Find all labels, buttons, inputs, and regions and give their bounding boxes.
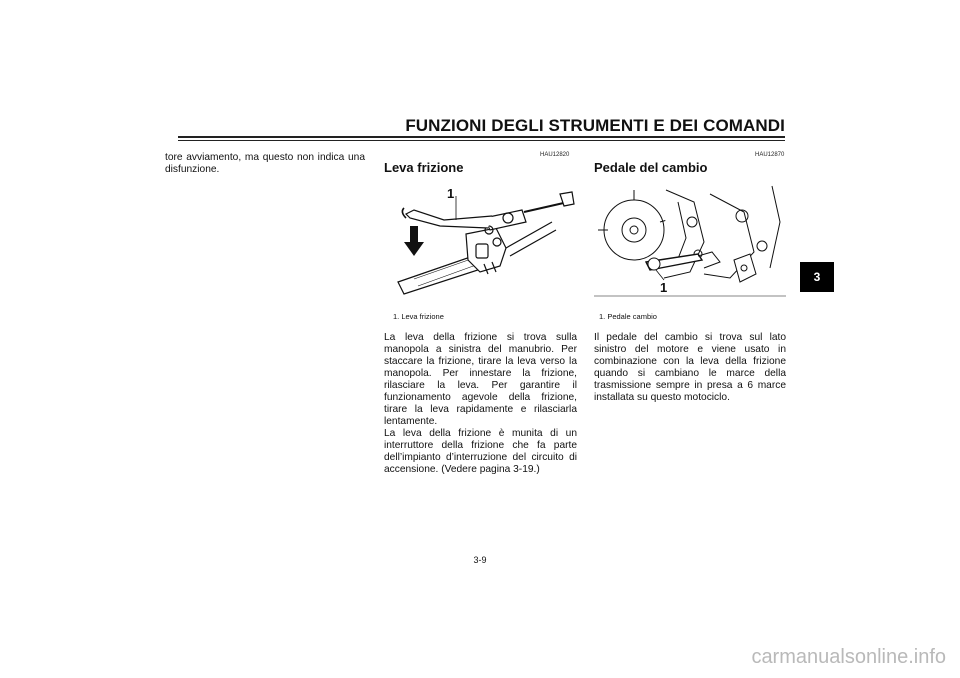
header-rule bbox=[178, 136, 785, 138]
page-title: FUNZIONI DEGLI STRUMENTI E DEI COMANDI bbox=[405, 116, 785, 135]
page-number: 3-9 bbox=[473, 555, 487, 565]
paragraph: La leva della frizione si trova sulla manopola a sinistra del manubrio. Per staccare la frizione, tirare la leva verso la manopola. Per innestare la frizione, rilasciare la leva. Per garantire il funzionamento agevole della frizione, tirare la leva rapidamente e rilasciarla lentamente. bbox=[384, 332, 577, 427]
section-heading-clutch: Leva frizione bbox=[384, 160, 464, 175]
paragraph: La leva della frizione è munita di un interruttore della frizione che fa parte dell’impianto d’interruzione del circuito di accensione. (Vedere pagina 3-19.) bbox=[384, 428, 577, 475]
figure-callout-number: 1 bbox=[660, 280, 668, 295]
section-code: HAU12870 bbox=[755, 152, 785, 158]
clutch-lever-figure bbox=[384, 182, 577, 304]
column-1 bbox=[165, 152, 365, 176]
column-2 bbox=[384, 332, 577, 476]
shift-pedal-figure bbox=[594, 182, 786, 304]
section-heading-shift: Pedale del cambio bbox=[594, 160, 708, 175]
figure-caption: 1. Leva frizione bbox=[393, 312, 444, 321]
header-rule-thin bbox=[178, 140, 785, 141]
section-code: HAU12820 bbox=[540, 152, 570, 158]
chapter-tab: 3 bbox=[800, 262, 834, 292]
figure-caption: 1. Pedale cambio bbox=[599, 312, 657, 321]
figure-callout-number: 1 bbox=[447, 186, 455, 201]
continued-text: tore avviamento, ma questo non indica una disfunzione. bbox=[165, 152, 365, 175]
paragraph: Il pedale del cambio si trova sul lato sinistro del motore e viene usato in combinazione con la leva della frizione quando si cambiano le marce della trasmissione sempre in presa a 6 marce installata su questo motociclo. bbox=[594, 332, 786, 403]
column-3 bbox=[594, 332, 786, 404]
watermark: carmanualsonline.info bbox=[751, 646, 946, 668]
